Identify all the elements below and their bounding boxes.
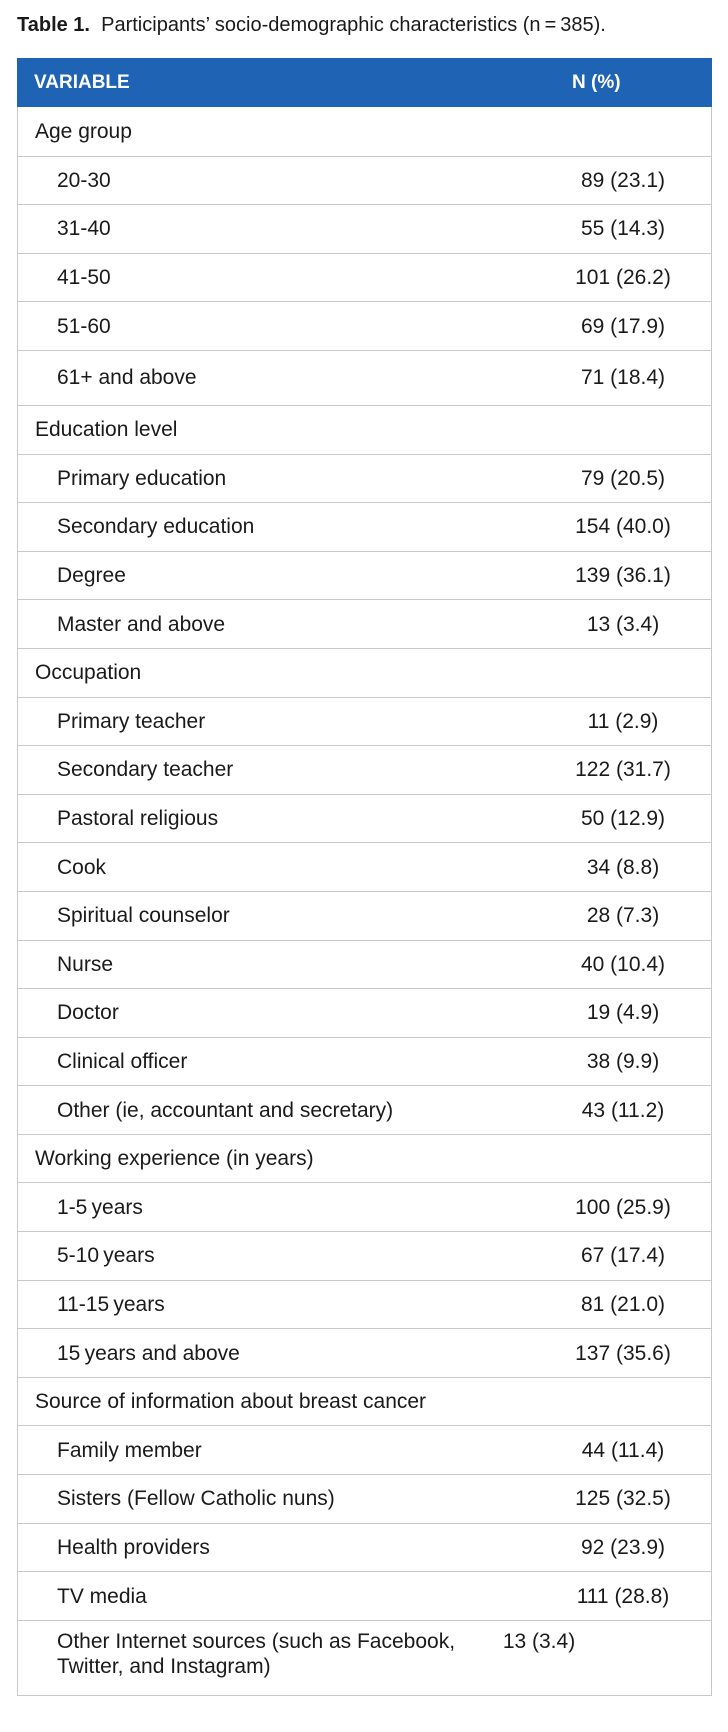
count-percent: 125 (32.5) bbox=[575, 1487, 671, 1511]
table-row bbox=[18, 891, 711, 940]
count-percent: 137 (35.6) bbox=[575, 1341, 671, 1365]
table-row bbox=[18, 794, 711, 843]
count-percent: 122 (31.7) bbox=[575, 758, 671, 782]
variable-label: Family member bbox=[57, 1438, 202, 1462]
table-group-row bbox=[18, 648, 711, 697]
group-label: Source of information about breast cancer bbox=[35, 1390, 427, 1414]
count-percent: 71 (18.4) bbox=[580, 366, 666, 390]
value-cell bbox=[571, 1292, 711, 1317]
value-cell bbox=[571, 757, 711, 782]
value-cell bbox=[571, 855, 711, 880]
group-label: Education level bbox=[35, 418, 178, 442]
value-cell bbox=[571, 1195, 711, 1220]
table-row bbox=[18, 350, 711, 405]
table-caption bbox=[17, 12, 606, 38]
count-percent: 40 (10.4) bbox=[580, 952, 666, 976]
table-row bbox=[18, 1474, 711, 1523]
variable-label: 61+ and above bbox=[57, 366, 197, 390]
value-cell bbox=[571, 1098, 711, 1123]
table-row bbox=[18, 1523, 711, 1572]
value-cell bbox=[571, 806, 711, 831]
value-cell bbox=[571, 168, 711, 193]
count-percent: 81 (21.0) bbox=[580, 1292, 666, 1316]
variable-label: Cook bbox=[57, 855, 107, 879]
value-cell bbox=[571, 1341, 711, 1366]
count-percent: 19 (4.9) bbox=[586, 1001, 660, 1025]
count-percent: 101 (26.2) bbox=[575, 266, 671, 290]
count-percent: 67 (17.4) bbox=[580, 1244, 666, 1268]
variable-label: 41-50 bbox=[57, 266, 111, 290]
variable-label: Pastoral religious bbox=[57, 807, 219, 831]
count-percent: 13 (3.4) bbox=[502, 1629, 576, 1653]
table-row bbox=[18, 454, 711, 503]
value-cell bbox=[571, 1000, 711, 1025]
variable-label: Spiritual counselor bbox=[57, 904, 230, 928]
variable-label: 51-60 bbox=[57, 314, 111, 338]
table-row bbox=[18, 551, 711, 600]
variable-label: Other Internet sources (such as Facebook, Twitter, and Instagram) bbox=[57, 1629, 456, 1678]
table-row bbox=[18, 745, 711, 794]
value-cell bbox=[571, 265, 711, 290]
value-cell bbox=[571, 903, 711, 928]
variable-label: Doctor bbox=[57, 1001, 119, 1025]
value-cell bbox=[571, 1535, 711, 1560]
count-percent: 44 (11.4) bbox=[581, 1438, 665, 1462]
value-cell bbox=[571, 365, 711, 390]
value-cell bbox=[571, 1438, 711, 1463]
group-label: Age group bbox=[35, 119, 132, 143]
variable-label: 5-10 years bbox=[57, 1244, 155, 1268]
table-caption-label: Table 1. bbox=[17, 14, 90, 36]
value-cell bbox=[571, 1584, 711, 1609]
variable-label: 31-40 bbox=[57, 217, 111, 241]
value-cell bbox=[571, 660, 711, 685]
table-row bbox=[18, 1231, 711, 1280]
variable-label: Nurse bbox=[57, 952, 114, 976]
group-label: Occupation bbox=[35, 661, 142, 685]
count-percent: 55 (14.3) bbox=[580, 217, 666, 241]
table-group-row bbox=[18, 1134, 711, 1183]
variable-label: Primary teacher bbox=[57, 709, 206, 733]
count-percent: 13 (3.4) bbox=[586, 612, 660, 636]
count-percent: 92 (23.9) bbox=[580, 1535, 666, 1559]
count-percent: 111 (28.8) bbox=[576, 1584, 670, 1608]
value-cell bbox=[571, 1146, 711, 1171]
header-variable: VARIABLE bbox=[34, 71, 130, 93]
value-cell bbox=[571, 119, 711, 144]
value-cell bbox=[571, 314, 711, 339]
demographics-table bbox=[17, 58, 712, 1696]
table-group-row bbox=[18, 405, 711, 454]
value-cell bbox=[571, 1049, 711, 1074]
table-row bbox=[18, 1085, 711, 1134]
table-row bbox=[18, 1620, 711, 1695]
count-percent: 38 (9.9) bbox=[586, 1049, 660, 1073]
count-percent: 139 (36.1) bbox=[575, 564, 671, 588]
table-header bbox=[17, 58, 712, 107]
variable-label: Secondary education bbox=[57, 515, 255, 539]
count-percent: 28 (7.3) bbox=[586, 904, 660, 928]
variable-label: Other (ie, accountant and secretary) bbox=[57, 1098, 394, 1122]
table-row bbox=[18, 599, 711, 648]
table-row bbox=[18, 1280, 711, 1329]
variable-label: 20-30 bbox=[57, 168, 111, 192]
table-row bbox=[18, 1037, 711, 1086]
value-cell bbox=[571, 1486, 711, 1511]
value-cell bbox=[487, 1629, 627, 1654]
value-cell bbox=[571, 563, 711, 588]
variable-label: Secondary teacher bbox=[57, 758, 234, 782]
table-group-row bbox=[18, 1377, 711, 1426]
variable-label: TV media bbox=[57, 1584, 147, 1608]
value-cell bbox=[571, 709, 711, 734]
table-row bbox=[18, 940, 711, 989]
value-cell bbox=[571, 216, 711, 241]
table-row bbox=[18, 1182, 711, 1231]
value-cell bbox=[571, 514, 711, 539]
variable-label: Master and above bbox=[57, 612, 226, 636]
variable-label: 11-15 years bbox=[57, 1292, 165, 1316]
table-body bbox=[17, 107, 712, 1696]
variable-label: 1-5 years bbox=[57, 1195, 143, 1219]
count-percent: 100 (25.9) bbox=[575, 1195, 671, 1219]
count-percent: 11 (2.9) bbox=[587, 709, 659, 733]
table-row bbox=[18, 988, 711, 1037]
count-percent: 79 (20.5) bbox=[580, 466, 666, 490]
table-row bbox=[18, 301, 711, 350]
variable-label: Primary education bbox=[57, 466, 227, 490]
table-row bbox=[18, 1328, 711, 1377]
value-cell bbox=[571, 466, 711, 491]
count-percent: 154 (40.0) bbox=[575, 515, 671, 539]
table-row bbox=[18, 502, 711, 551]
header-n-pct: N (%) bbox=[572, 71, 621, 93]
value-cell bbox=[571, 1389, 711, 1414]
table-row bbox=[18, 842, 711, 891]
count-percent: 69 (17.9) bbox=[580, 314, 666, 338]
table-row bbox=[18, 697, 711, 746]
variable-label: Degree bbox=[57, 564, 126, 588]
variable-label: Clinical officer bbox=[57, 1049, 188, 1073]
variable-label: Sisters (Fellow Catholic nuns) bbox=[57, 1487, 335, 1511]
group-label: Working experience (in years) bbox=[35, 1147, 314, 1171]
count-percent: 43 (11.2) bbox=[581, 1098, 665, 1122]
variable-label: Health providers bbox=[57, 1535, 210, 1559]
count-percent: 34 (8.8) bbox=[586, 855, 660, 879]
value-cell bbox=[571, 417, 711, 442]
value-cell bbox=[571, 1243, 711, 1268]
count-percent: 89 (23.1) bbox=[580, 168, 666, 192]
table-row bbox=[18, 253, 711, 302]
table-row bbox=[18, 204, 711, 253]
table-row bbox=[18, 156, 711, 205]
table-group-row bbox=[18, 107, 711, 156]
value-cell bbox=[571, 612, 711, 637]
table-row bbox=[18, 1425, 711, 1474]
table-row bbox=[18, 1571, 711, 1620]
variable-label: 15 years and above bbox=[57, 1341, 240, 1365]
table-caption-text: Participants’ socio-demographic characteristics (n = 385). bbox=[101, 14, 606, 36]
count-percent: 50 (12.9) bbox=[580, 807, 666, 831]
value-cell bbox=[571, 952, 711, 977]
